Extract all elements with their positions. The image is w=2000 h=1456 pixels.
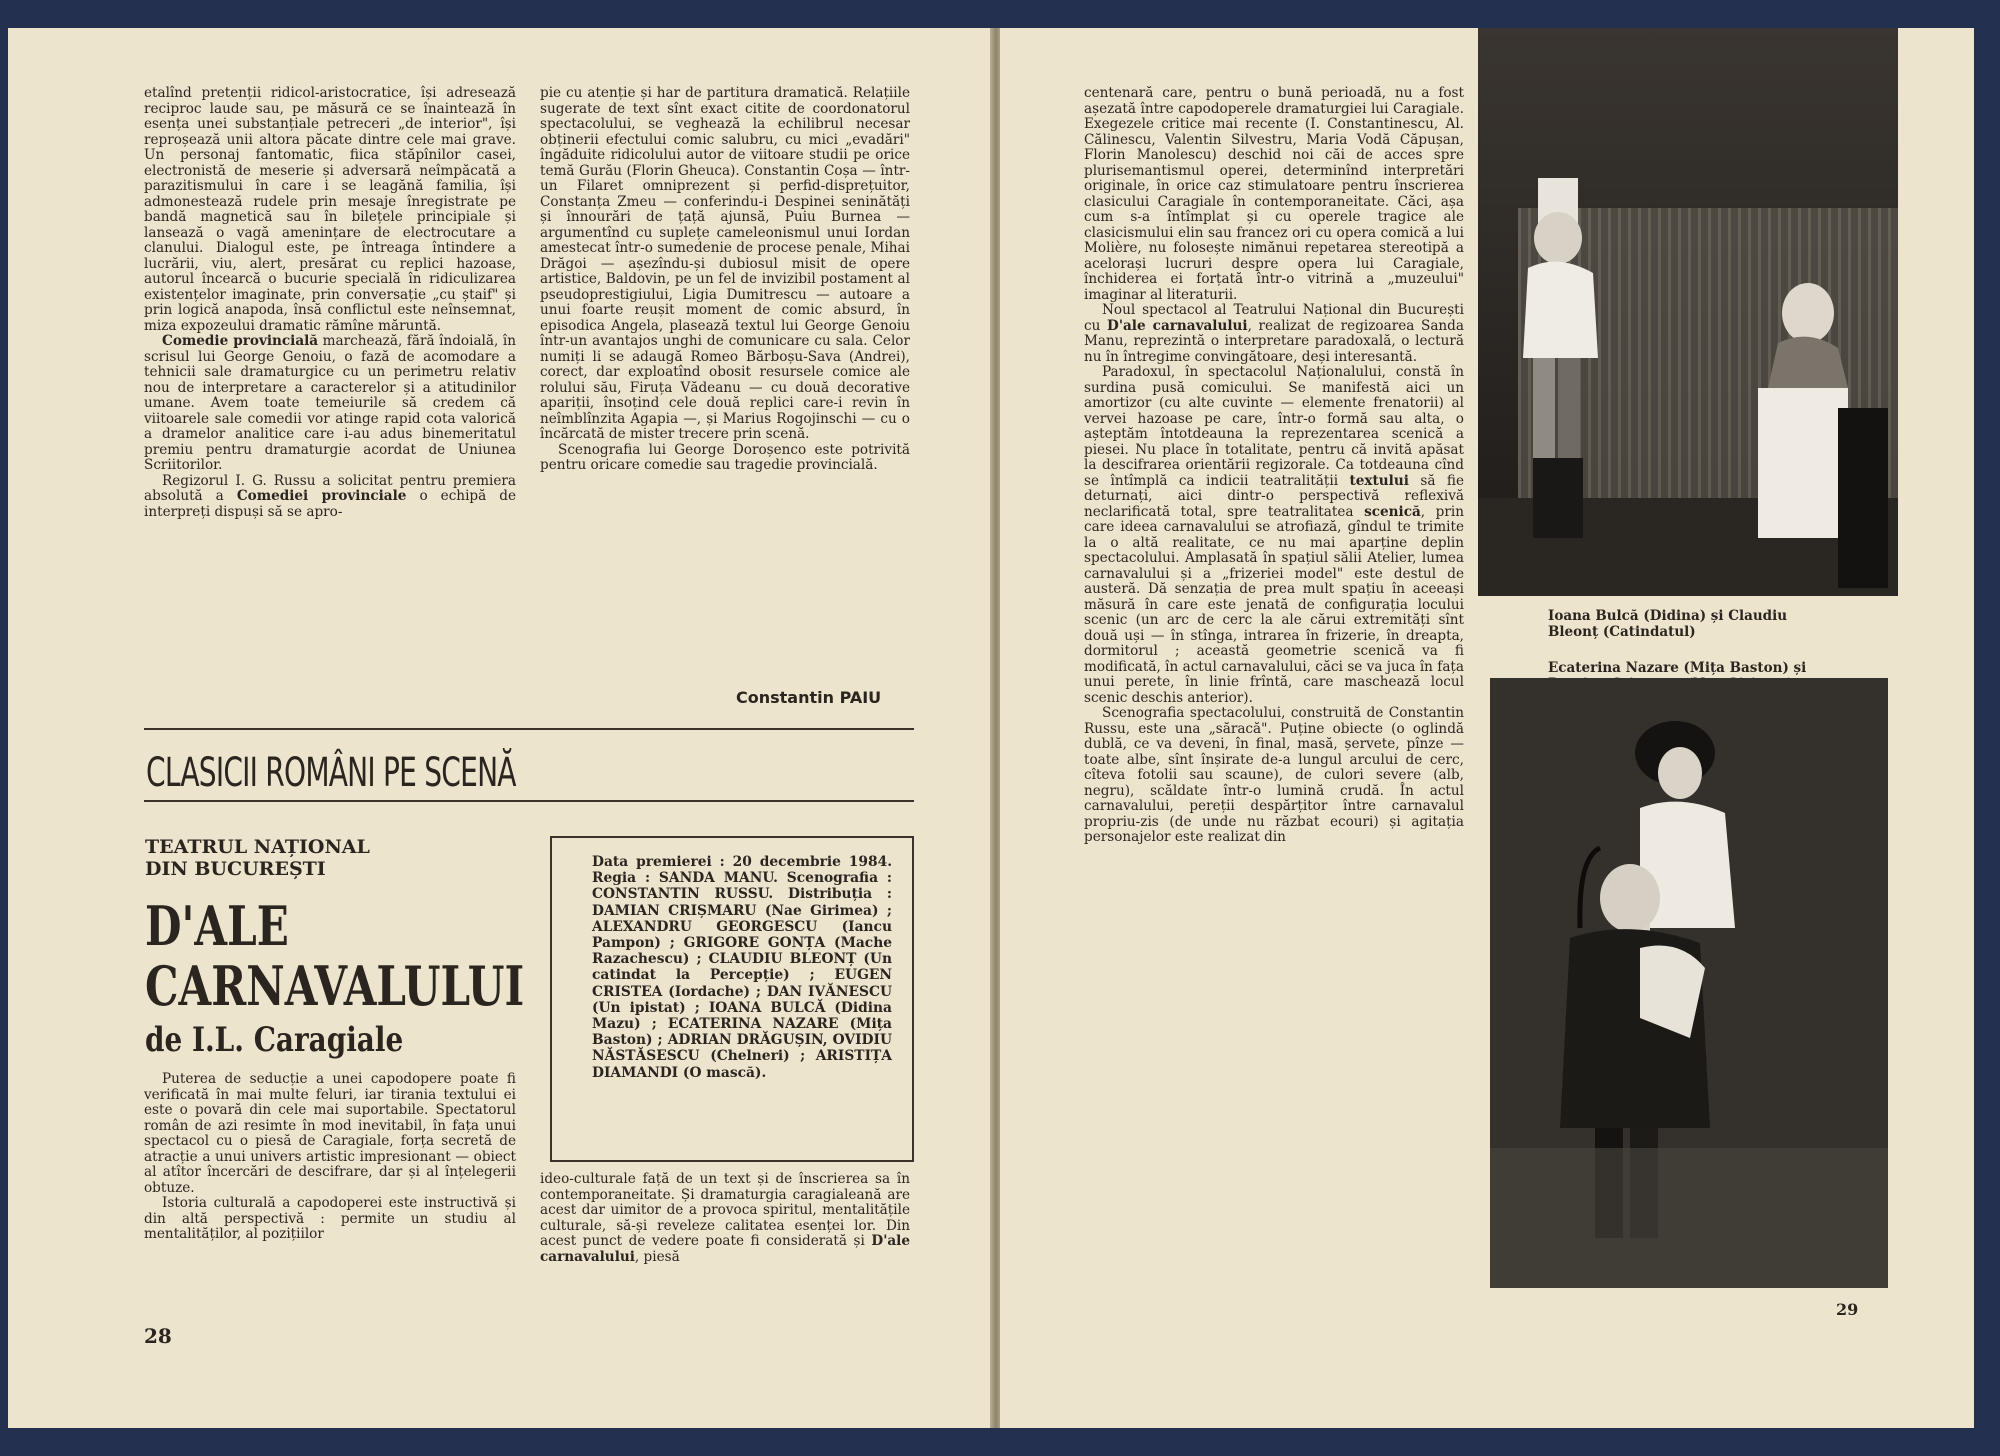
paragraph	[1084, 303, 1464, 365]
bold-title: Comedie provincială	[162, 333, 319, 349]
paragraph: Scenografia spectacolului, construită de Constantin Russu, este una „săracă". Puține obiecte (o oglindă dublă, ce va deveni, în final, masă, șervete, pînze — toate albe, sînt înșirate de-a lungul arcului de cerc, cîteva fotolii sau scaune), de culori severe (alb, negru), scăldate într-o lumină crudă. În actul carnavalului, pereții despărțitor între carnavalul propriu-zis (de unde nu răzbat ecouri) și agitația personajelor este realizat din	[1084, 705, 1464, 845]
paragraph: Scenografia lui George Doroșenco este potrivită pentru oricare comedie sau tragedie provincială.	[540, 441, 910, 473]
stage-photo-1	[1478, 28, 1898, 596]
paragraph	[540, 1172, 910, 1265]
stage-photo-1-image	[1478, 28, 1898, 596]
text: , piesă	[634, 1248, 680, 1265]
left-col2-bottom	[540, 1172, 910, 1265]
paragraph: pie cu atenție și har de partitura dramatică. Relațiile sugerate de text sînt exact citite de coordonatorul spectacolului, se veghează la echilibrul necesar obținerii efectului comic salubru, cu mici „evadări" îngăduite ridicolului autor de viitoare studii pe orice temă Gurău (Florin Gheuca). Constantin Coșa — într-un Filaret omniprezent și perfid-disprețuitor, Constanța Zmeu — conferindu-i Despinei seninătăți și înnourări de țață ajunsă, Puiu Burnea — argumentînd cu suplețe cameleonismul unui Iordan amestecat într-o sumedenie de procese penale, Mihai Drăgoi — așezîndu-și dubiosul misit de opere artistice, Baldovin, pe un fel de invizibil postament al pseudoprestigiului, Ligia Dumitrescu — autoare a unui foarte reușit moment de comic absurd, în episodica Angela, plasează textul lui George Genoiu într-un avantajos unghi de comunicare cu sala. Celor numiți li se adaugă Romeo Bărboșu-Sava (Andrei), corect, dar exploatînd obosit resursele comice ale rolului său, Firuța Vădeanu — cu două decorative apariții, însoțind cele două replici care-i revin în neîmblînzita Agapia —, și Marius Rogojinschi — cu o încărcată de mister trecere prin scenă.	[540, 85, 910, 442]
theatre-line: DIN BUCUREȘTI	[145, 858, 326, 880]
paragraph: centenară care, pentru o bună perioadă, nu a fost așezată între capodoperele dramaturgiei lui Caragiale. Exegezele critice mai recente (I. Constantinescu, Al. Călinescu, Valentin Silvestru, Maria Vodă Căpușan, Florin Manolescu) deschid noi căi de acces spre plurisemantismul operei, determinînd interpretări originale, în orice caz stimulatoare pentru înscrierea clasicului Caragiale în contemporaneitate. Căci, așa cum s-a întîmplat și cu operele tragice ale clasicismului elin sau francez ori cu opera comică a lui Molière, nu folosește nimănui repetarea stereotipă a acelorași lucruri despre opera lui Caragiale, închiderea ei forțată într-o vitrină a „muzeului" imaginar al literaturii.	[1084, 85, 1464, 303]
text: Noul spectacol al Teatrului Național din București cu	[1084, 302, 1464, 334]
caption-line: Ioana Bulcă (Didina) și Claudiu	[1548, 608, 1788, 624]
text: să fie deturnați, aici dintr-o perspectivă reflexivă neclarificată total, spre teatralitatea	[1084, 472, 1464, 520]
paragraph: etalînd pretenții ridicol-aristocratice, își adresează reciproc laude sau, pe măsură ce se înaintează în esența unei substanțiale petreceri „de interior", își reproșează unii altora păcate dintre cele mai grave. Un personaj fantomatic, fiica stăpînilor casei, electronistă de meserie și adversară neîmpăcată a parazitismului în care i se leagănă familia, își admonestează rudele prin mesaje înregistrate pe bandă magnetică sau în bilețele principiale și lansează o vagă amenințare de electrocutare a clanului. Dialogul este, pe întreaga întindere a lucrării, viu, alert, presărat cu replici hazoase, autorul încearcă o bucurie specială în ridiculizarea existențelor imaginate, prin conversație „cu ștaif" și prin logică anapoda, însă conflictul este neînsemnat, miza expozeului dramatic rămîne măruntă.	[144, 85, 516, 334]
paragraph: Istoria culturală a capodoperei este instructivă și din altă perspectivă : permite un studiu al mentalităților, al pozițiilor	[144, 1195, 516, 1242]
production-credits-box	[550, 836, 914, 1162]
caption-line: Bleonț (Catindatul)	[1548, 624, 1696, 640]
play-title	[145, 896, 524, 1016]
text: ideo-culturale față de un text și de înscrierea sa în contemporaneitate. Și dramaturgia caragialeană are acest dar uimitor de a provoca spiritul, mentalitățile culturale, să-și reveleze calitatea esenței lor. Din acest punct de vedere poate fi considerată și	[540, 1171, 910, 1249]
text: marchează, fără îndoială, în scrisul lui George Genoiu, o fază de acomodare a tehnicii sale dramaturgice cu un perimetru relativ nou de interpretare a caracterelor și a atitudinilor umane. Avem toate temeiurile să credem că viitoarele sale comedii vor atinge rapid cota valorică a dramelor analitice care i-au adus binemeritatul premiu pentru dramaturgie acordat de Uniunea Scriitorilor.	[144, 333, 516, 473]
left-page	[8, 28, 991, 1428]
page-number: 28	[144, 1324, 172, 1348]
bold-title: Comediei provinciale	[236, 488, 407, 504]
theatre-name	[145, 836, 370, 880]
text: , prin care ideea carnavalului se atrofiază, gîndul te trimite la o altă realitate, ce nu mai aparține deplin spectacolului. Amplasată în spațiul sălii Atelier, lumea carnavalului și a „frizeriei model" este destul de austeră. Dă senzația de prea mult spațiu în aceeași măsură în care este jenată de configurația locului scenic (un arc de cerc la ale cărui extremități sînt două uși — în stînga, intrarea în frizerie, în dreapta, dormitorul ; această geometrie scenică va fi modificată, în actul carnavalului, căci se va juca în fața unui perete, în linie frîntă, care maschează locul scenic deschis anterior).	[1084, 503, 1464, 706]
stage-photo-2-image	[1490, 678, 1888, 1288]
stage-photo-2	[1490, 678, 1888, 1288]
paragraph	[1084, 365, 1464, 706]
photo-caption-1	[1548, 608, 1928, 640]
left-col1-bottom	[144, 1072, 516, 1243]
bold-word: scenică	[1364, 503, 1421, 520]
left-col1-top	[144, 86, 516, 520]
section-title: CLASICII ROMÂNI PE SCENĂ	[146, 750, 516, 796]
left-col2-top	[540, 86, 910, 474]
text: Regizorul I. G. Russu a solicitat pentru premiera absolută a	[144, 472, 516, 504]
play-title-line: CARNAVALULUI	[145, 954, 525, 1018]
section-rule-top	[144, 728, 914, 730]
caption-line: Ecaterina Nazare (Mița Baston) și	[1548, 660, 1807, 676]
paragraph: Puterea de seducție a unei capodopere poate fi verificată în mai multe feluri, iar tirania textului ei este o povară din cele mai suportabile. Spectatorul român de azi resimte în mod inevitabil, în fața unui spectacol cu o piesă de Caragiale, forța secretă de atracție a unui univers artistic impresionant — obiect al atîtor încercări de descifrare, dar și al înțelegerii obtuze.	[144, 1071, 516, 1196]
review-signature: Constantin PAIU	[736, 688, 882, 707]
bold-title: D'ale carnavalului	[1107, 317, 1248, 334]
paragraph	[144, 474, 516, 521]
paragraph	[144, 334, 516, 474]
text: Paradoxul, în spectacolul Naționalului, constă în surdina pusă comicului. Se manifestă aici un amortizor (cu alte cuvinte — elemente frenatorii) al vervei hazoase pe care, într-o formă sau alta, o așteptăm întotdeauna la reprezentarea scenică a piesei. Nu place în totalitate, pentru că invită apăsat la descifrarea orientării regizorale. Ca totdeauna cînd se întîmplă ca indicii teatralității	[1084, 364, 1464, 489]
text: , realizat de regizoarea Sanda Manu, reprezintă o interpretare paradoxală, o lectură nu în întregime convingătoare, deși interesantă.	[1084, 317, 1464, 365]
right-page	[1000, 28, 1974, 1428]
section-rule-bottom	[144, 800, 914, 802]
theatre-line: TEATRUL NAȚIONAL	[145, 836, 370, 858]
text: o echipă de interpreți dispuși să se apro-	[144, 488, 516, 520]
page-number: 29	[1836, 1300, 1859, 1319]
right-col-text	[1084, 86, 1464, 846]
play-title-line: D'ALE	[145, 894, 289, 958]
production-credits: Data premierei : 20 decembrie 1984. Regia : SANDA MANU. Scenografia : CONSTANTIN RUSSU. Distribuția : DAMIAN CRIȘMARU (Nae Girimea) ; ALEXANDRU GEORGESCU (Iancu Pampon) ; GRIGORE GONȚA (Mache Razachescu) ; CLAUDIU BLEONȚ (Un catindat la Percepție) ; EUGEN CRISTEA (Iordache) ; DAN IVĂNESCU (Un ipistat) ; IOANA BULCĂ (Didina Mazu) ; ECATERINA NAZARE (Mița Baston) ; ADRIAN DRĂGUȘIN, OVIDIU NĂSTĂSESCU (Chelneri) ; ARISTIȚA DIAMANDI (O mască).	[592, 854, 892, 1081]
play-author: de I.L. Caragiale	[145, 1020, 404, 1060]
bold-title: D'ale carnavalului	[540, 1233, 910, 1265]
bold-word: textului	[1349, 472, 1409, 489]
